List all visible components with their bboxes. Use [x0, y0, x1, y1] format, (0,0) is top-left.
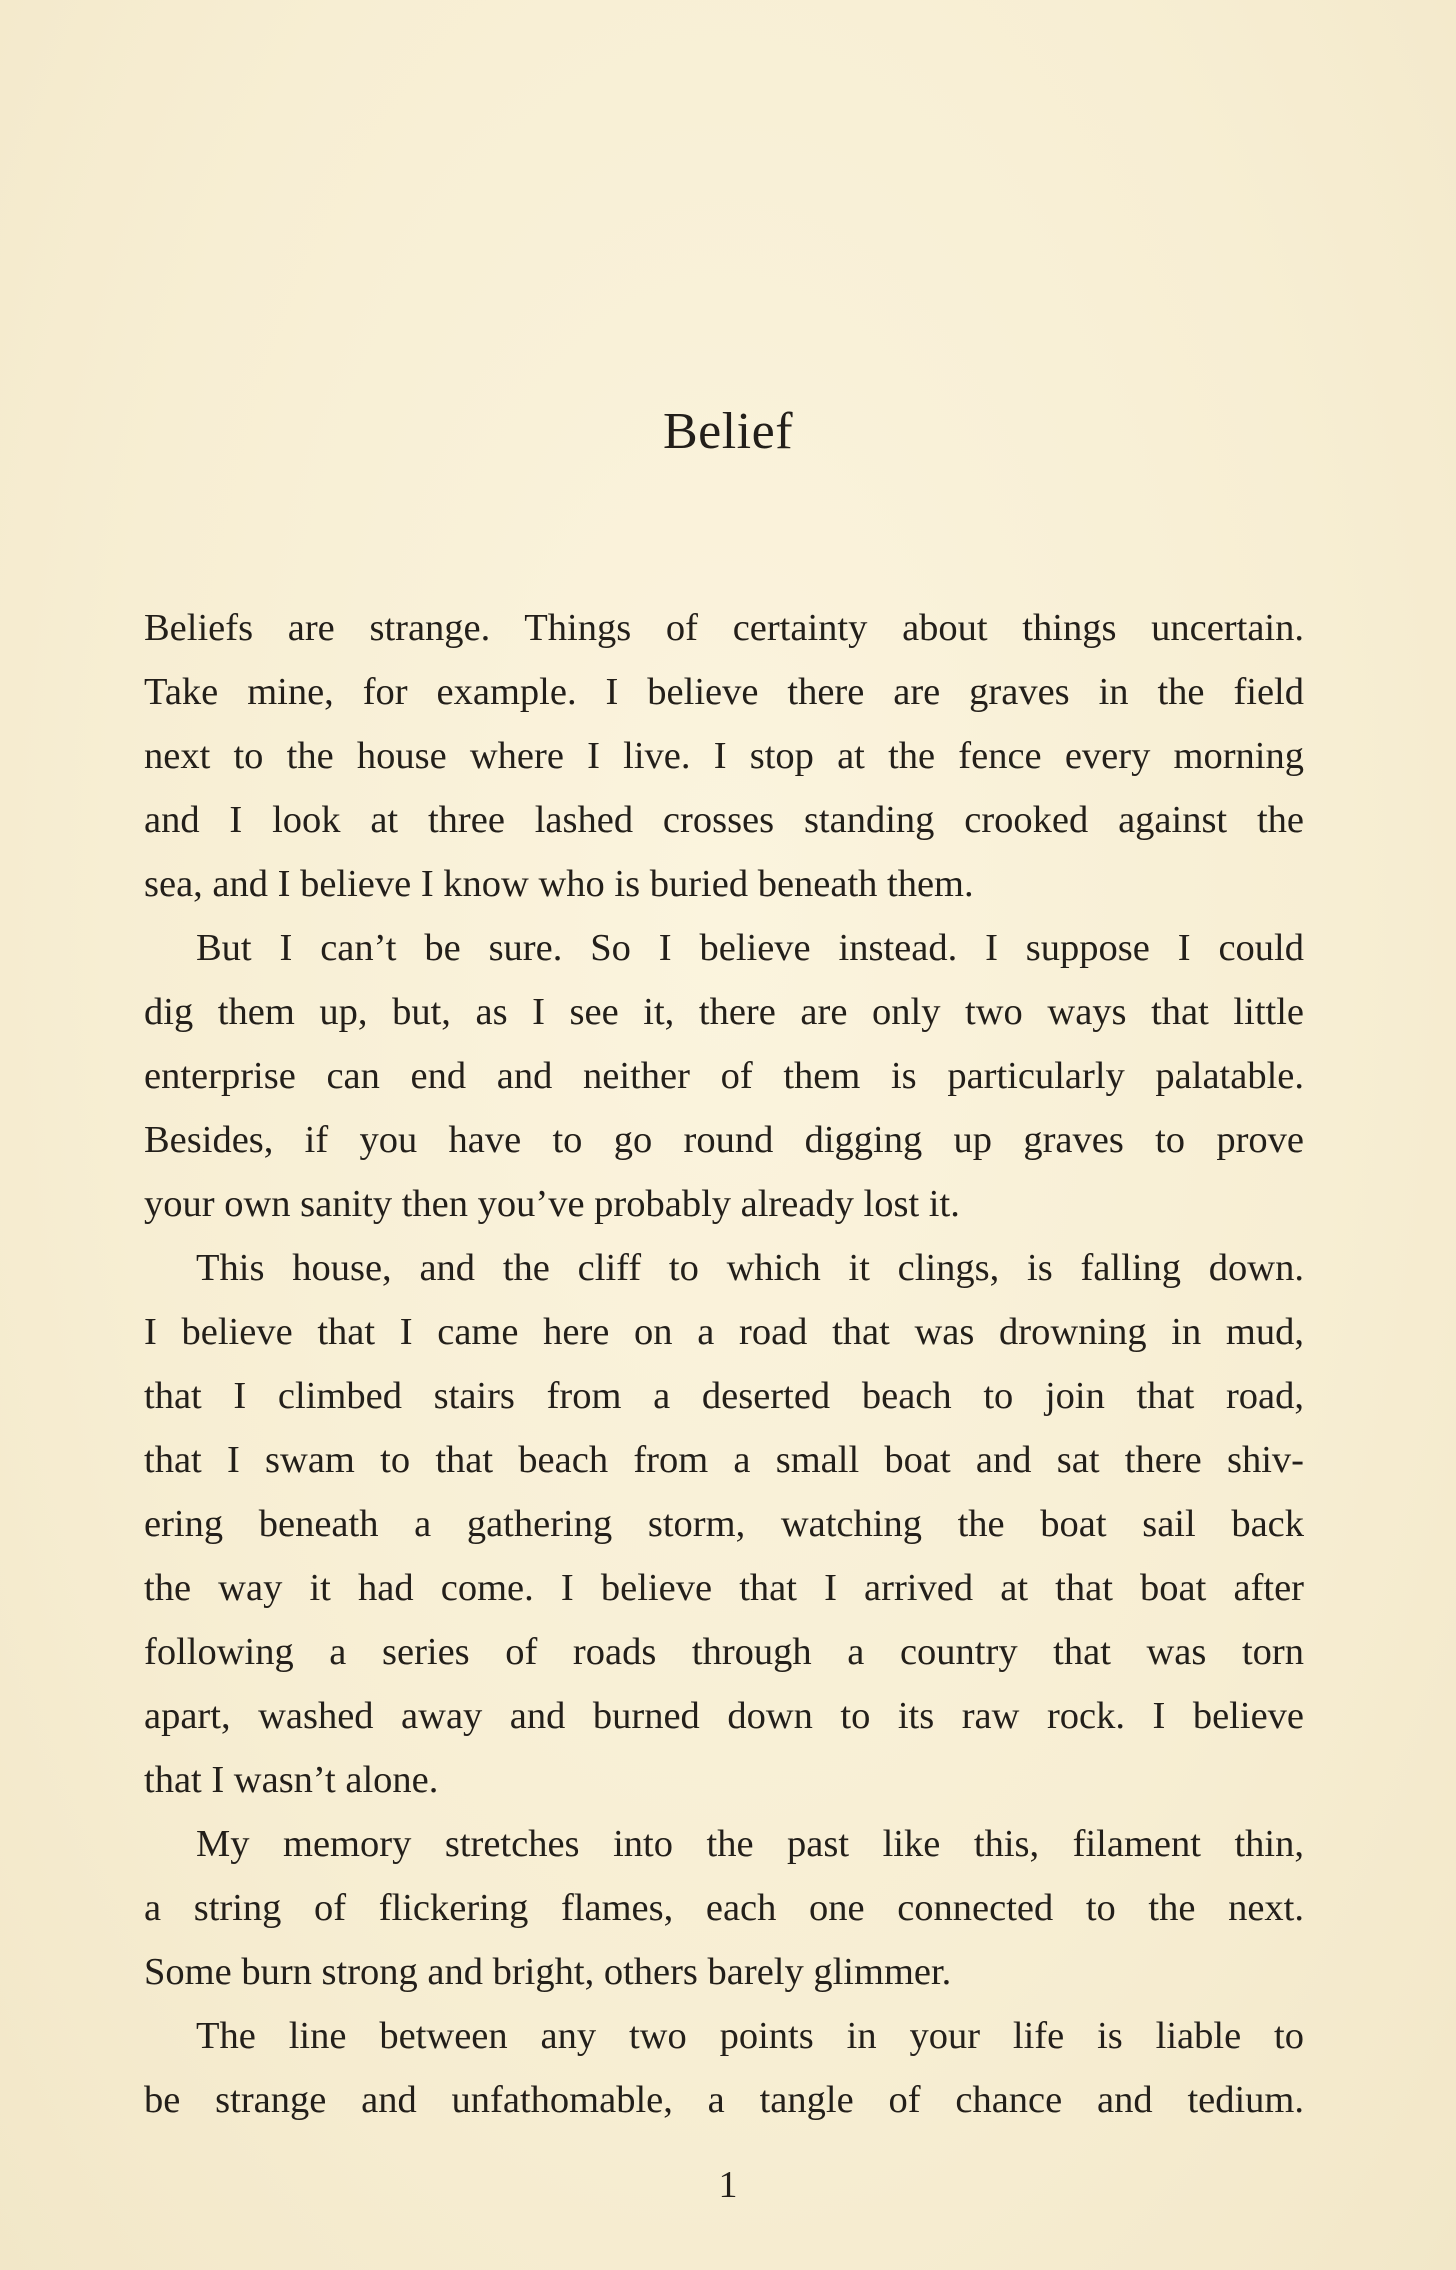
chapter-title: Belief — [662, 403, 794, 460]
text-line: Take mine, for example. I believe there are graves in the field — [144, 671, 1304, 713]
text-line: be strange and unfathomable, a tangle of chance and tedium. — [144, 2079, 1304, 2121]
text-line: Beliefs are strange. Things of certainty about things uncertain. — [144, 607, 1304, 649]
text-line: that I wasn’t alone. — [144, 1759, 439, 1801]
text-line: apart, washed away and burned down to its raw rock. I believe — [144, 1695, 1304, 1737]
text-line: This house, and the cliff to which it clings, is falling down. — [196, 1247, 1304, 1289]
text-line: Some burn strong and bright, others barely glimmer. — [144, 1951, 952, 1993]
text-line: a string of flickering flames, each one connected to the next. — [144, 1887, 1304, 1929]
paragraph-4 — [144, 1812, 1304, 2004]
text-line: the way it had come. I believe that I arrived at that boat after — [144, 1567, 1304, 1609]
text-line: ering beneath a gathering storm, watching the boat sail back — [144, 1503, 1304, 1545]
text-line: But I can’t be sure. So I believe instead. I suppose I could — [196, 927, 1304, 969]
text-line: that I swam to that beach from a small boat and sat there shiv- — [144, 1439, 1304, 1481]
paragraph-5 — [144, 2004, 1304, 2132]
text-line: your own sanity then you’ve probably already lost it. — [144, 1183, 960, 1225]
paragraph-2 — [144, 916, 1304, 1236]
text-line: next to the house where I live. I stop at the fence every morning — [144, 735, 1304, 777]
paragraph-3 — [144, 1236, 1304, 1812]
text-line: Besides, if you have to go round digging up graves to prove — [144, 1119, 1304, 1161]
text-line: sea, and I believe I know who is buried beneath them. — [144, 863, 974, 905]
paragraph-1 — [144, 596, 1304, 916]
text-line: dig them up, but, as I see it, there are only two ways that little — [144, 991, 1304, 1033]
text-line: I believe that I came here on a road that was drowning in mud, — [144, 1311, 1304, 1353]
body-text — [144, 596, 1304, 2132]
page-number: 1 — [718, 2164, 738, 2206]
text-line: My memory stretches into the past like this, filament thin, — [196, 1823, 1304, 1865]
text-line: The line between any two points in your life is liable to — [196, 2015, 1304, 2057]
text-line: enterprise can end and neither of them is particularly palatable. — [144, 1055, 1304, 1097]
text-line: following a series of roads through a country that was torn — [144, 1631, 1304, 1673]
text-line: that I climbed stairs from a deserted beach to join that road, — [144, 1375, 1304, 1417]
text-line: and I look at three lashed crosses standing crooked against the — [144, 799, 1304, 841]
